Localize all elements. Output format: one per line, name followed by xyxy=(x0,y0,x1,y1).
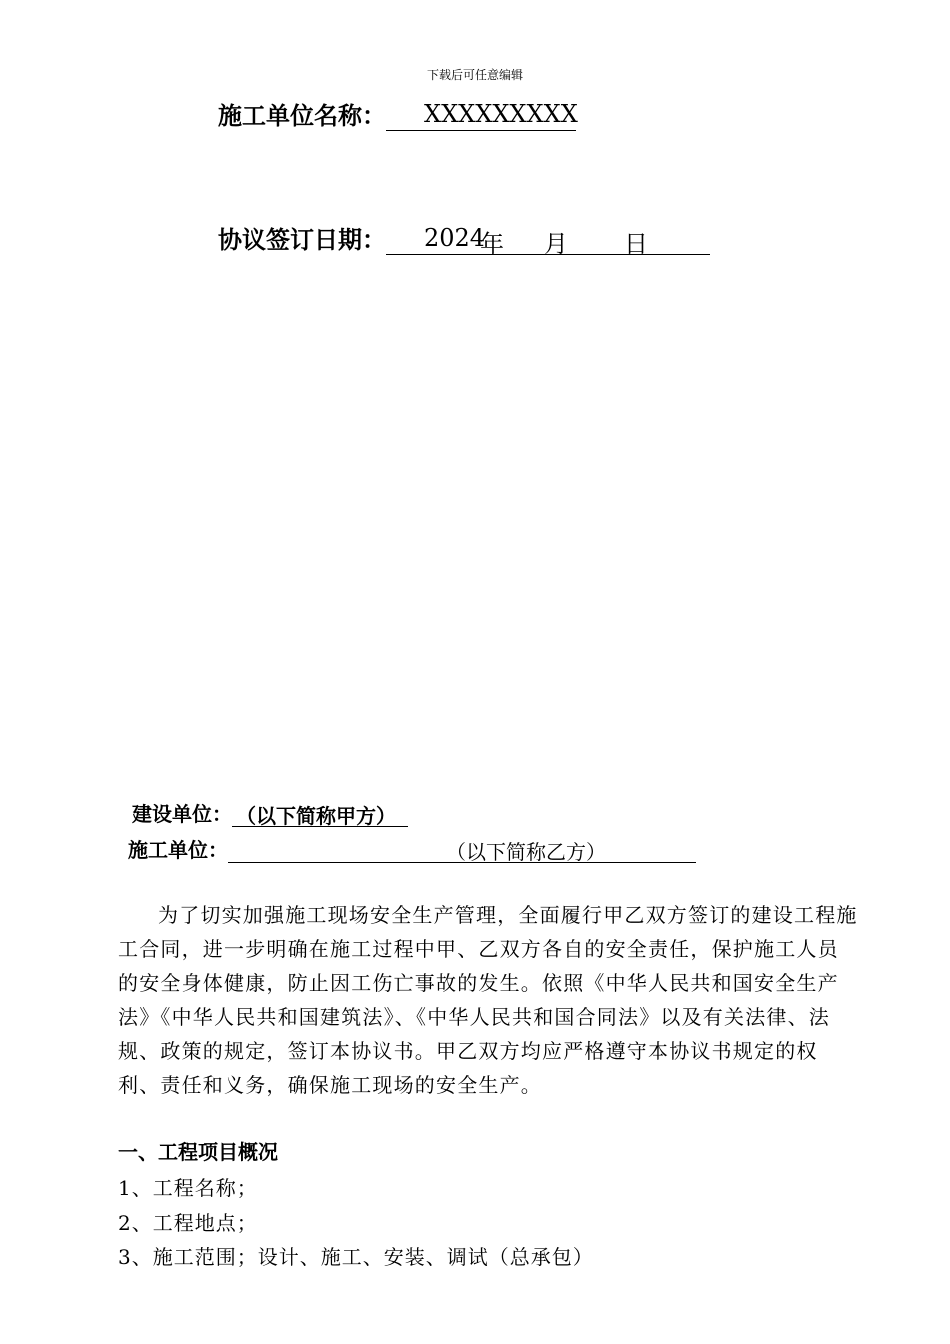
sign-date-month-unit: 月 xyxy=(544,230,568,258)
sign-date-day-unit: 日 xyxy=(624,230,648,258)
sign-date-year-unit: 年 xyxy=(480,230,504,258)
header-note: 下载后可任意编辑 xyxy=(426,68,523,82)
contractor-label: 施工单位： xyxy=(128,838,228,862)
sign-date-line xyxy=(218,220,710,258)
section1-item: 2、工程地点； xyxy=(118,1211,258,1235)
owner-value: （以下简称甲方） xyxy=(236,804,396,828)
contractor-value: （以下简称乙方） xyxy=(446,840,606,864)
section1-item: 3、施工范围；设计、施工、安装、调试（总承包） xyxy=(118,1245,594,1269)
owner-label: 建设单位： xyxy=(132,802,232,826)
contractor-name-line xyxy=(218,96,576,131)
owner-field xyxy=(232,800,408,827)
contractor-name-value: XXXXXXXXX xyxy=(424,100,578,128)
contractor-field xyxy=(228,836,696,863)
sign-date-label: 协议签订日期： xyxy=(218,225,386,254)
section1-title: 一、工程项目概况 xyxy=(118,1140,278,1164)
contractor-line xyxy=(128,834,696,863)
contractor-name-field xyxy=(386,100,576,131)
sign-date-field xyxy=(386,224,710,258)
owner-line xyxy=(132,798,408,827)
sign-date-year: 2024 xyxy=(424,224,486,252)
intro-paragraph xyxy=(118,898,858,1102)
section1-item: 1、工程名称； xyxy=(118,1176,258,1200)
intro-paragraph-text: 为了切实加强施工现场安全生产管理，全面履行甲乙双方签订的建设工程施工合同，进一步明确在施工过程中甲、乙双方各自的安全责任，保护施工人员的安全身体健康，防止因工伤亡事故的发生。依照《中华人民共和国安全生产法》《中华人民共和国建筑法》、《中华人民共和国合同法》以及有关法律、法规、政策的规定，签订本协议书。甲乙双方均应严格遵守本协议书规定的权利、责任和义务，确保施工现场的安全生产。 xyxy=(118,903,858,1097)
contractor-name-label: 施工单位名称： xyxy=(218,101,386,130)
